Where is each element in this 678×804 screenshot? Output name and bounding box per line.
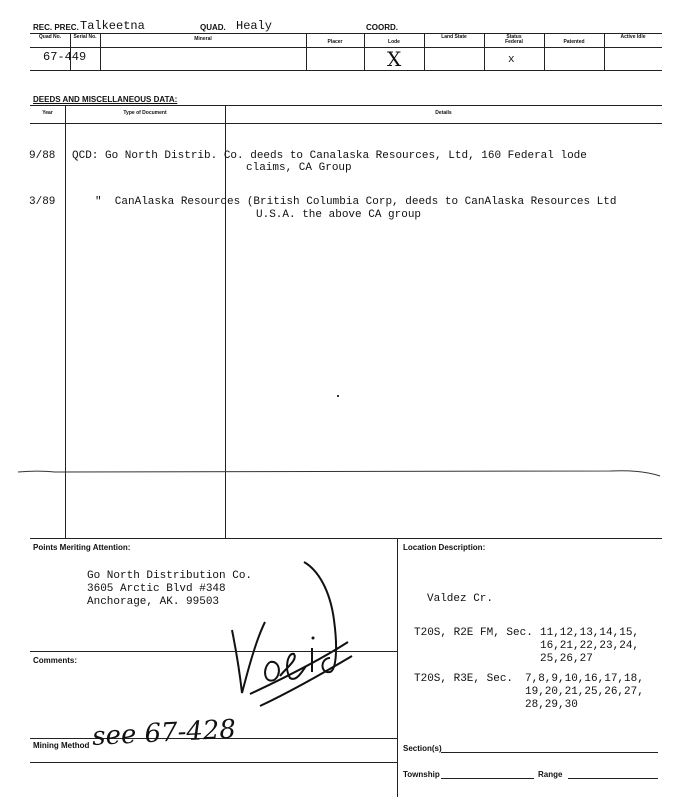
deed-year: 9/88 (29, 150, 56, 162)
rule (30, 538, 662, 539)
rule (30, 105, 662, 106)
mining-method-label: Mining Method (33, 741, 90, 750)
sections-blank (441, 752, 658, 753)
rule (364, 33, 365, 70)
col-type-of-document: Type of Document (123, 110, 167, 116)
rule (30, 123, 662, 124)
rec-prec-label: REC. PREC. (33, 23, 79, 32)
rule (30, 70, 662, 71)
location-sections: 16,21,22,23,24, (540, 640, 640, 652)
deed-text-line1: QCD: Go North Distrib. Co. deeds to Canalaska Resources, Ltd, 160 Federal lode (72, 150, 587, 162)
col-mineral: Mineral (194, 36, 212, 42)
township-blank (441, 778, 534, 779)
rule (544, 33, 545, 70)
address-line: Anchorage, AK. 99503 (87, 596, 220, 608)
deed-year: 3/89 (29, 196, 56, 208)
location-lead: T20S, R3E, Sec. (414, 673, 514, 685)
col-active-idle: Active Idle (620, 34, 646, 40)
sections-label: Section(s) (403, 744, 442, 753)
col-patented: Patented (563, 39, 585, 45)
mining-method-value: see 67-428 (91, 714, 237, 752)
col-details: Details (435, 110, 452, 116)
rule (30, 651, 397, 652)
quad-label: QUAD. (200, 23, 226, 32)
lode-mark: X (387, 47, 402, 71)
status-federal-mark: x (508, 54, 515, 66)
location-sections: 11,12,13,14,15, (540, 627, 640, 639)
scan-speck (337, 395, 339, 397)
location-sections: 19,20,21,25,26,27, (525, 686, 644, 698)
location-sections: 7,8,9,10,16,17,18, (525, 673, 644, 685)
rule (30, 47, 662, 48)
location-sections: 28,29,30 (525, 699, 578, 711)
col-serial-no: Serial No. (73, 34, 97, 40)
col-year: Year (42, 110, 53, 116)
location-description-label: Location Description: (403, 543, 486, 552)
quad-serial-number: 67-449 (43, 50, 87, 64)
rec-prec-value: Talkeetna (80, 19, 145, 33)
quad-value: Healy (236, 19, 273, 33)
township-label: Township (403, 770, 440, 779)
scan-fold-line (0, 455, 678, 495)
col-placer: Placer (327, 39, 343, 45)
address-line: 3605 Arctic Blvd #348 (87, 583, 226, 595)
deeds-section-title: DEEDS AND MISCELLANEOUS DATA: (33, 95, 178, 104)
deed-text-line2: U.S.A. the above CA group (256, 209, 422, 221)
void-signature (220, 560, 360, 710)
rule (30, 33, 662, 34)
col-quad-no: Quad No. (38, 34, 62, 40)
range-blank (568, 778, 658, 779)
range-label: Range (538, 770, 563, 779)
col-land-state: Land State (441, 34, 467, 40)
coord-label: COORD. (366, 23, 398, 32)
address-line: Go North Distribution Co. (87, 570, 253, 582)
location-sections: 25,26,27 (540, 653, 593, 665)
comments-label: Comments: (33, 656, 78, 665)
points-meriting-attention-label: Points Meriting Attention: (33, 543, 131, 552)
rule (306, 33, 307, 70)
rule (30, 762, 397, 763)
deed-text-line2: claims, CA Group (246, 162, 352, 174)
rule (484, 33, 485, 70)
rule (397, 538, 398, 797)
rule (424, 33, 425, 70)
location-lead: T20S, R2E FM, Sec. (414, 627, 533, 639)
col-status-federal: Status Federal (505, 34, 523, 45)
col-lode: Lode (388, 39, 400, 45)
rule (604, 33, 605, 70)
location-name: Valdez Cr. (427, 593, 494, 605)
deed-text-line1: " CanAlaska Resources (British Columbia Corp, deeds to CanAlaska Resources Ltd (95, 196, 617, 208)
